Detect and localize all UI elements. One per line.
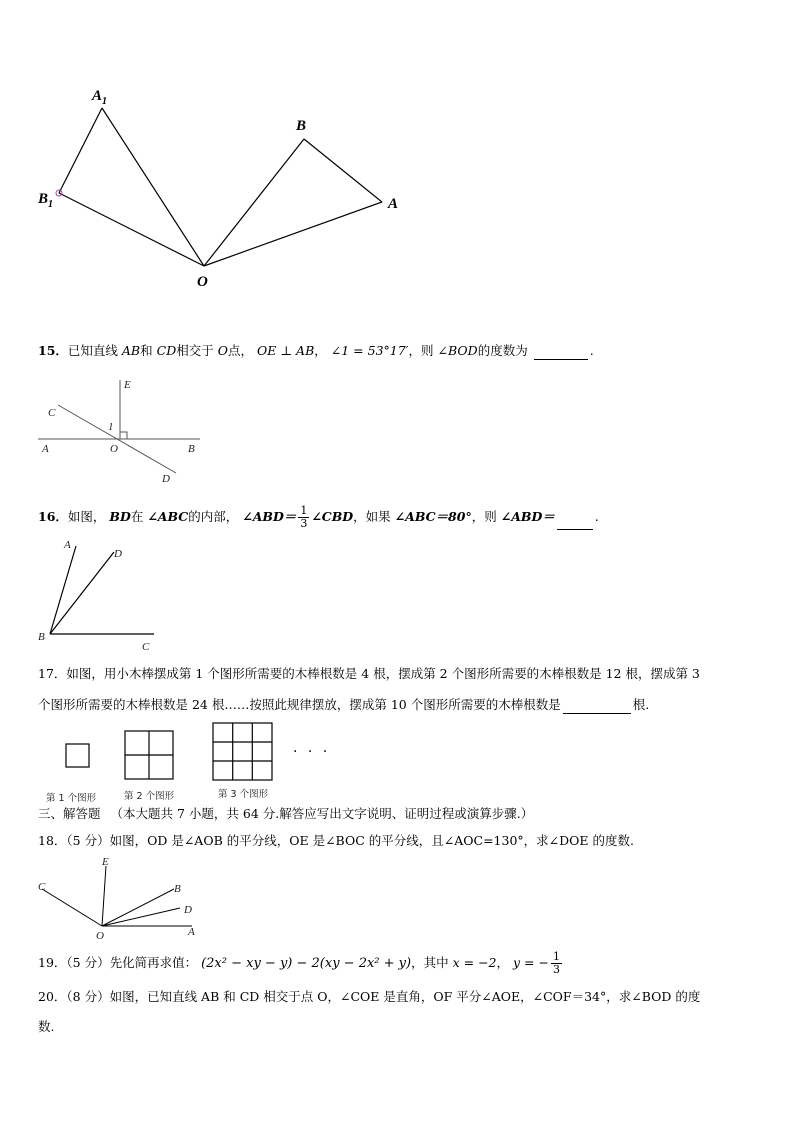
label-A: A bbox=[188, 926, 195, 938]
ellipsis: · · · bbox=[293, 744, 331, 760]
question-17-line-2: 个图形所需要的木棒根数是 24 根……按照此规律摆放，摆成第 10 个图形所需要的木棒根数是 根. bbox=[38, 697, 650, 712]
caption-figure-2: 第 2 个图形 bbox=[124, 791, 175, 802]
question-20-line-2: 数. bbox=[38, 1019, 55, 1034]
fraction-one-third: $\frac{1}{3}$ bbox=[552, 950, 560, 976]
label-B: B bbox=[296, 118, 307, 134]
question-17-line-1: 17．如图，用小木棒摆成第 1 个图形所需要的木棒根数是 4 根，摆成第 2 个图形所需要的木棒根数是 12 根，摆成第 3 bbox=[38, 666, 700, 681]
segment-OA1 bbox=[102, 108, 204, 266]
label-E: E bbox=[124, 379, 131, 391]
segment-OA bbox=[204, 202, 382, 266]
label-A1: $A_1$ bbox=[92, 88, 108, 107]
segment-BA bbox=[304, 139, 382, 202]
caption-figure-3: 第 3 个图形 bbox=[218, 789, 269, 800]
label-O: O bbox=[110, 443, 118, 455]
label-D: D bbox=[184, 904, 192, 916]
label-A: A bbox=[64, 539, 71, 551]
label-A: A bbox=[388, 196, 399, 212]
grid-figure-3 bbox=[213, 723, 272, 780]
ray-BA bbox=[50, 546, 76, 634]
label-B: B bbox=[188, 443, 195, 455]
ray-OD bbox=[102, 908, 180, 926]
label-C: C bbox=[142, 641, 150, 653]
question-19: 19．（5 分）先化简再求值： (2x² − xy − y) − 2(xy − 2x² + y)，其中 x = −2， y = − $\frac{1}{3}$ bbox=[38, 950, 560, 976]
ray-BD bbox=[50, 552, 114, 634]
grid-figure-1 bbox=[66, 744, 89, 767]
figure-q15 bbox=[36, 376, 206, 486]
figure-q18 bbox=[34, 852, 204, 942]
question-20-line-1: 20．（8 分）如图，已知直线 AB 和 CD 相交于点 O，∠COE 是直角，OF 平分∠AOE，∠COF＝34°，求∠BOD 的度 bbox=[38, 989, 701, 1004]
question-16: 16．如图， BD在 ∠ABC的内部， ∠ABD＝ $\frac{1}{3}$ ∠CBD，如果 ∠ABC＝80°，则 ∠ABD＝ . bbox=[38, 504, 599, 530]
answer-blank[interactable] bbox=[563, 699, 631, 714]
caption-figure-1: 第 1 个图形 bbox=[46, 793, 97, 804]
label-O: O bbox=[197, 274, 208, 290]
label-O: O bbox=[96, 930, 104, 942]
label-C: C bbox=[38, 881, 46, 893]
answer-blank[interactable] bbox=[534, 345, 588, 360]
ray-OB bbox=[102, 889, 174, 926]
question-15: 15．已知直线 AB和 CD相交于 O点， OE ⊥ AB， ∠1 = 53°17′，则 ∠BOD的度数为 . bbox=[38, 343, 594, 358]
figure-q16 bbox=[36, 534, 166, 654]
label-1: 1 bbox=[108, 421, 114, 433]
segment-OB bbox=[204, 139, 304, 266]
grid-figure-2 bbox=[125, 731, 173, 779]
ray-OE bbox=[102, 866, 106, 926]
segment-A1B1 bbox=[59, 108, 102, 193]
expression: (2x² − xy − y) − 2(xy − 2x² + y) bbox=[201, 956, 412, 971]
label-B: B bbox=[174, 883, 181, 895]
question-18: 18．（5 分）如图，OD 是∠AOB 的平分线，OE 是∠BOC 的平分线，且∠AOC=130°，求∠DOE 的度数. bbox=[38, 833, 634, 848]
label-C: C bbox=[48, 407, 56, 419]
fraction-one-third: $\frac{1}{3}$ bbox=[300, 504, 308, 530]
figure-q17-grids bbox=[60, 720, 280, 782]
section-3-heading: 三、解答题 （本大题共 7 小题，共 64 分.解答应写出文字说明、证明过程或演算步骤.） bbox=[38, 806, 534, 821]
answer-blank[interactable] bbox=[557, 515, 593, 530]
ray-OC bbox=[42, 889, 102, 926]
label-A: A bbox=[42, 443, 49, 455]
label-D: D bbox=[162, 473, 170, 485]
label-D: D bbox=[114, 548, 122, 560]
label-B1: $B_1$ bbox=[38, 191, 54, 210]
label-E: E bbox=[102, 856, 109, 868]
segment-OB1 bbox=[59, 193, 204, 266]
right-angle-mark bbox=[120, 432, 127, 439]
figure-rotation bbox=[30, 80, 420, 295]
label-B: B bbox=[38, 631, 45, 643]
